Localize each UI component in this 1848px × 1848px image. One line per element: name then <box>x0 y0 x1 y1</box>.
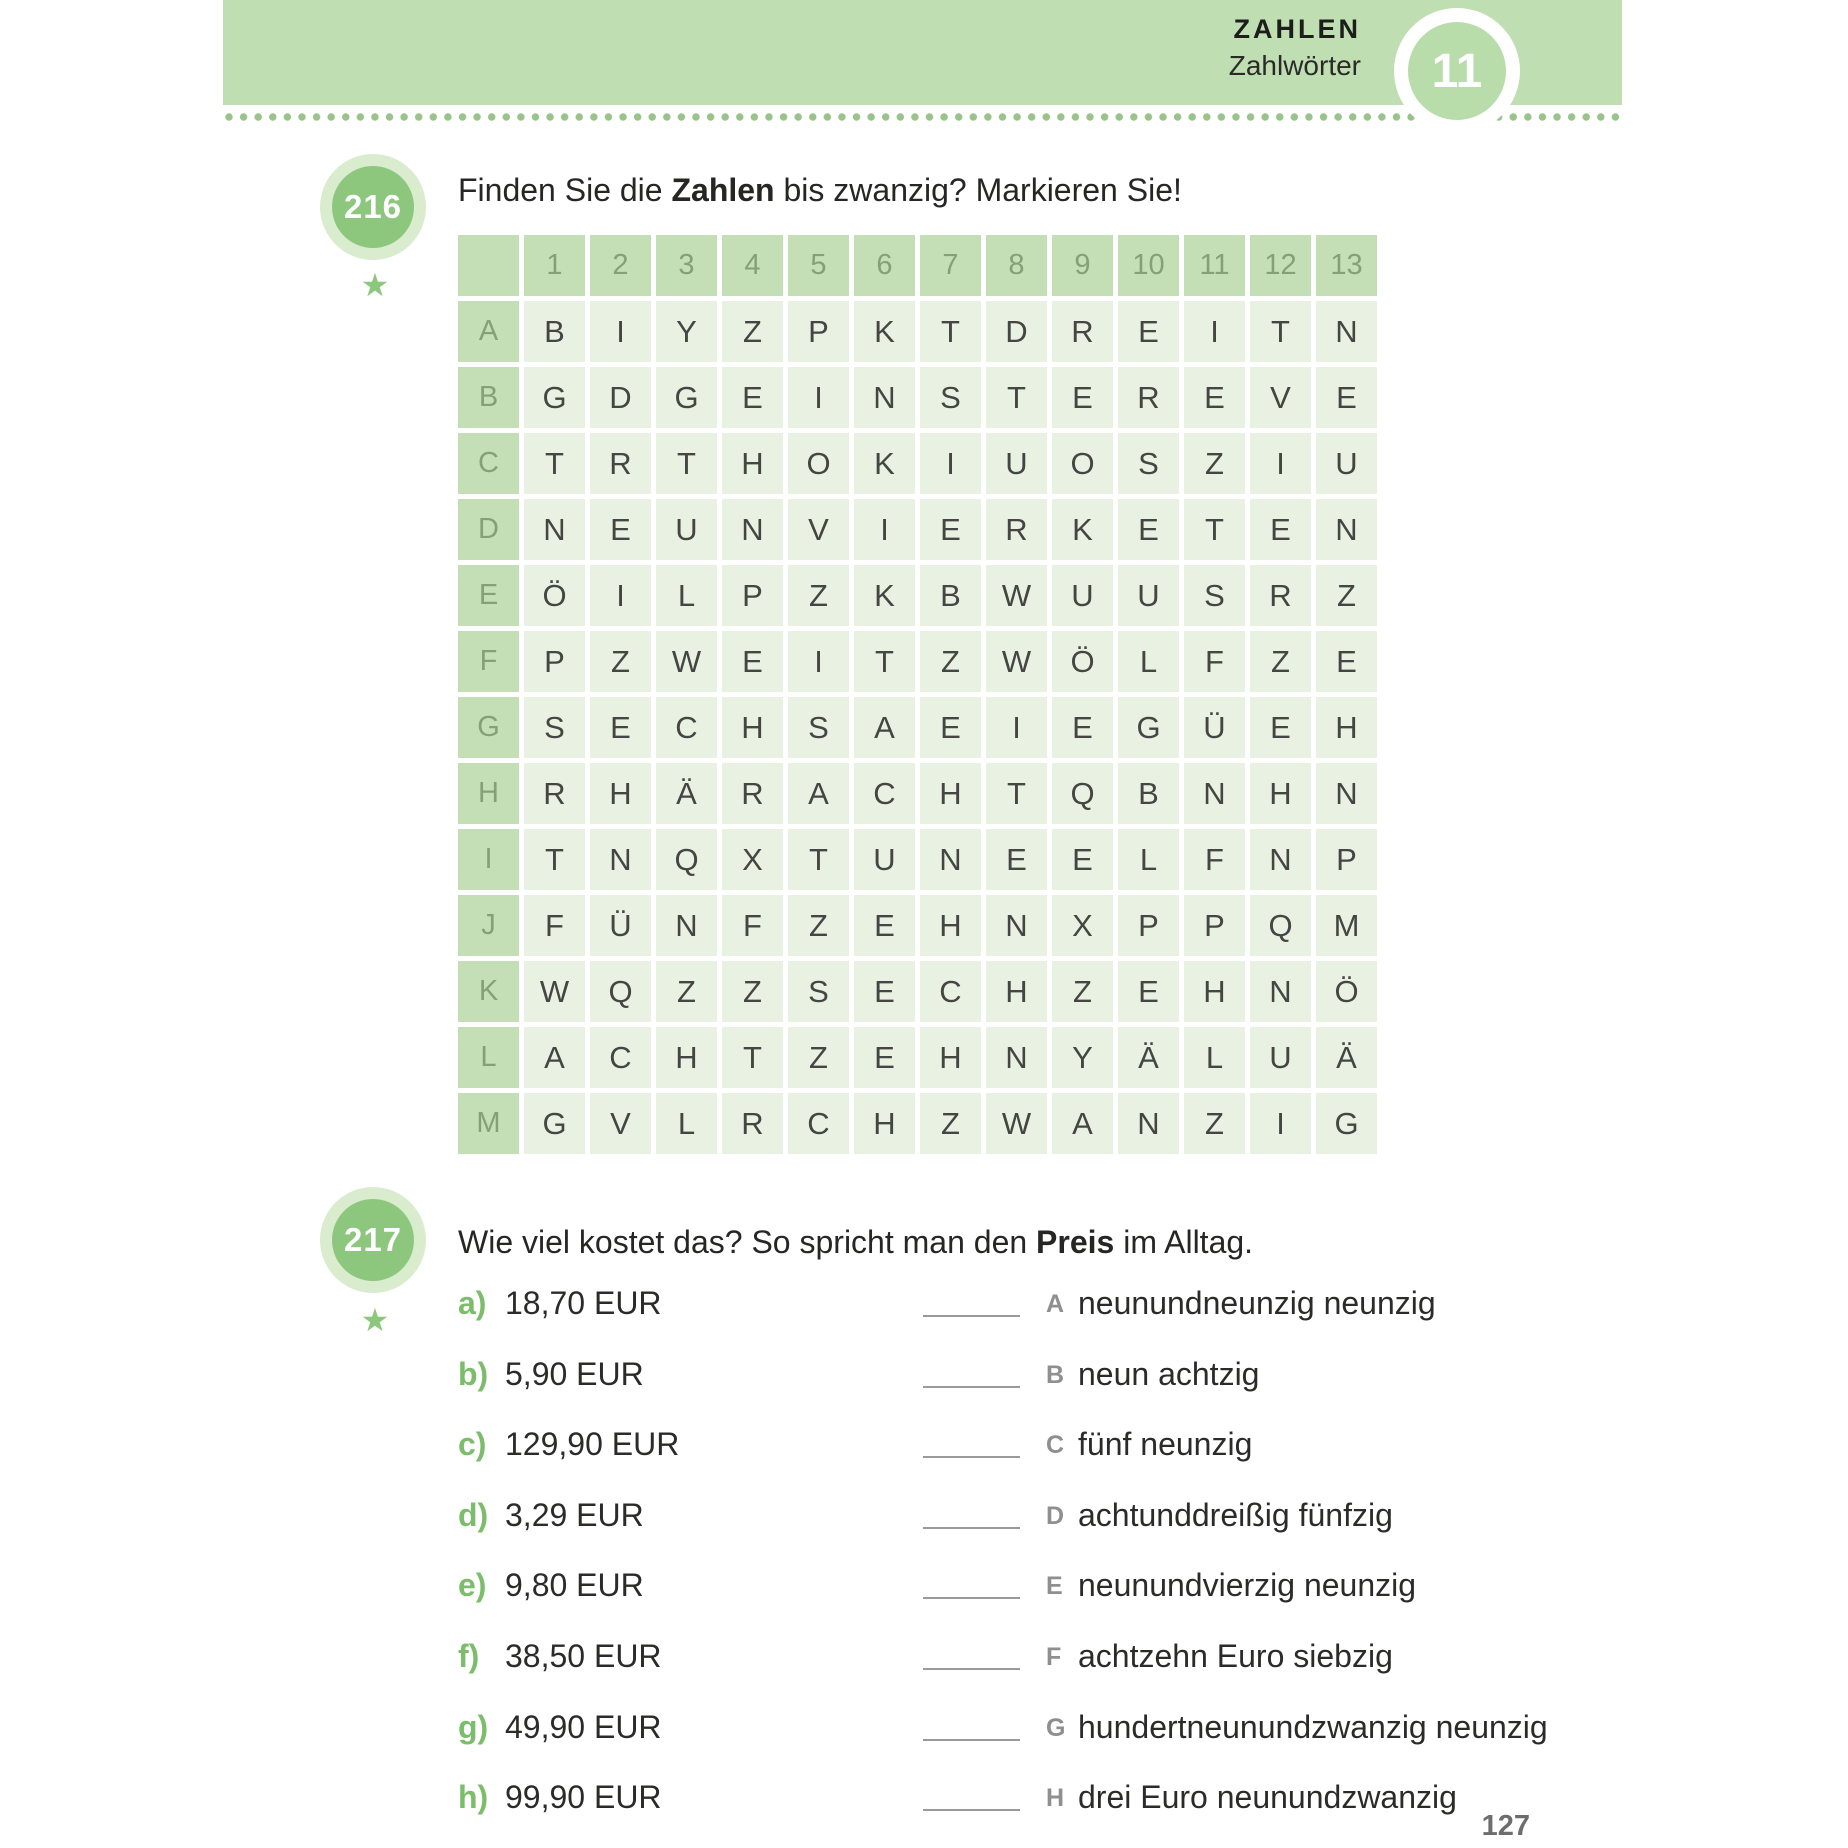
grid-letter-cell[interactable]: E <box>590 499 651 560</box>
grid-letter-cell[interactable]: H <box>590 763 651 824</box>
grid-letter-cell[interactable]: E <box>722 631 783 692</box>
grid-col-header: 1 <box>524 235 585 296</box>
grid-letter-cell[interactable]: S <box>1118 433 1179 494</box>
grid-col-header: 2 <box>590 235 651 296</box>
grid-letter-cell[interactable]: U <box>1250 1027 1311 1088</box>
exercise-217-title <box>458 1224 1253 1261</box>
grid-letter-cell[interactable]: N <box>1118 1093 1179 1154</box>
grid-letter-cell[interactable]: R <box>524 763 585 824</box>
grid-letter-cell[interactable]: L <box>656 565 717 626</box>
item-price: 3,29 EUR <box>505 1497 644 1533</box>
item-label: a) <box>458 1285 487 1321</box>
grid-letter-cell[interactable]: R <box>1250 565 1311 626</box>
grid-letter-cell[interactable]: C <box>854 763 915 824</box>
grid-letter-cell[interactable]: F <box>1184 631 1245 692</box>
grid-letter-cell[interactable]: Z <box>788 565 849 626</box>
grid-letter-cell[interactable]: W <box>986 1093 1047 1154</box>
grid-letter-cell[interactable]: I <box>1250 1093 1311 1154</box>
item-price: 5,90 EUR <box>505 1356 644 1392</box>
grid-letter-cell[interactable]: I <box>590 301 651 362</box>
grid-col-header: 8 <box>986 235 1047 296</box>
grid-letter-cell[interactable]: U <box>986 433 1047 494</box>
grid-letter-cell[interactable]: K <box>854 565 915 626</box>
grid-letter-cell[interactable]: I <box>1250 433 1311 494</box>
grid-letter-cell[interactable]: H <box>1316 697 1377 758</box>
chapter-subtitle: Zahlwörter <box>1228 50 1361 81</box>
grid-letter-cell[interactable]: H <box>920 1027 981 1088</box>
title-216-bold: Zahlen <box>671 172 775 208</box>
grid-letter-cell[interactable]: E <box>854 961 915 1022</box>
grid-letter-cell[interactable]: U <box>1118 565 1179 626</box>
grid-letter-cell[interactable]: Ä <box>1118 1027 1179 1088</box>
grid-letter-cell[interactable]: I <box>854 499 915 560</box>
grid-letter-cell[interactable]: Ä <box>656 763 717 824</box>
grid-letter-cell[interactable]: E <box>1184 367 1245 428</box>
grid-letter-cell[interactable]: X <box>722 829 783 890</box>
grid-letter-cell[interactable]: E <box>1052 697 1113 758</box>
grid-letter-cell[interactable]: S <box>1184 565 1245 626</box>
grid-letter-cell[interactable]: P <box>1184 895 1245 956</box>
grid-letter-cell[interactable]: E <box>854 1027 915 1088</box>
grid-letter-cell[interactable]: N <box>854 367 915 428</box>
page-number: 127 <box>1481 1810 1530 1842</box>
grid-letter-cell[interactable]: B <box>524 301 585 362</box>
grid-letter-cell[interactable]: R <box>722 1093 783 1154</box>
grid-letter-cell[interactable]: E <box>1052 829 1113 890</box>
grid-letter-cell[interactable]: A <box>1052 1093 1113 1154</box>
grid-letter-cell[interactable]: N <box>722 499 783 560</box>
grid-letter-cell[interactable]: B <box>920 565 981 626</box>
option-letter: D <box>1046 1502 1065 1530</box>
grid-letter-cell[interactable]: O <box>788 433 849 494</box>
grid-letter-cell[interactable]: Z <box>920 631 981 692</box>
option-letter: A <box>1046 1290 1065 1318</box>
grid-letter-cell[interactable]: Z <box>788 895 849 956</box>
grid-letter-cell[interactable]: P <box>1118 895 1179 956</box>
grid-letter-cell[interactable]: U <box>656 499 717 560</box>
title-216-post: bis zwanzig? Markieren Sie! <box>774 172 1182 208</box>
grid-letter-cell[interactable]: P <box>524 631 585 692</box>
grid-letter-cell[interactable]: N <box>1250 961 1311 1022</box>
grid-letter-cell[interactable]: A <box>524 1027 585 1088</box>
grid-letter-cell[interactable]: T <box>986 763 1047 824</box>
grid-letter-cell[interactable]: P <box>722 565 783 626</box>
option-letter: E <box>1046 1572 1063 1600</box>
grid-letter-cell[interactable]: Z <box>656 961 717 1022</box>
grid-letter-cell[interactable]: Q <box>656 829 717 890</box>
grid-letter-cell[interactable]: H <box>986 961 1047 1022</box>
grid-letter-cell[interactable]: N <box>1184 763 1245 824</box>
grid-letter-cell[interactable]: A <box>854 697 915 758</box>
option-phrase: neun achtzig <box>1078 1356 1260 1392</box>
grid-letter-cell[interactable]: H <box>854 1093 915 1154</box>
grid-letter-cell[interactable]: R <box>590 433 651 494</box>
grid-row-label: K <box>458 961 519 1022</box>
grid-letter-cell[interactable]: R <box>1052 301 1113 362</box>
exercise-216-number: 216 <box>332 166 414 248</box>
grid-letter-cell[interactable]: X <box>1052 895 1113 956</box>
grid-letter-cell[interactable]: Z <box>1052 961 1113 1022</box>
grid-letter-cell[interactable]: N <box>986 1027 1047 1088</box>
grid-letter-cell[interactable]: E <box>1250 697 1311 758</box>
grid-letter-cell[interactable]: R <box>986 499 1047 560</box>
option-letter: B <box>1046 1361 1065 1389</box>
answer-blank[interactable] <box>923 1456 1020 1458</box>
exercise-217-number: 217 <box>332 1199 414 1281</box>
grid-letter-cell[interactable]: Q <box>1052 763 1113 824</box>
grid-letter-cell[interactable]: E <box>1118 961 1179 1022</box>
option-phrase: neunundneunzig neunzig <box>1078 1285 1436 1321</box>
grid-letter-cell[interactable]: K <box>1052 499 1113 560</box>
grid-letter-cell[interactable]: I <box>788 631 849 692</box>
item-label: g) <box>458 1709 489 1745</box>
option-letter: C <box>1046 1431 1065 1459</box>
grid-letter-cell[interactable]: Z <box>722 961 783 1022</box>
grid-letter-cell[interactable]: K <box>854 433 915 494</box>
grid-col-header: 5 <box>788 235 849 296</box>
item-price: 18,70 EUR <box>505 1285 662 1321</box>
grid-letter-cell[interactable]: W <box>986 631 1047 692</box>
matching-row <box>458 1426 1618 1470</box>
item-label: e) <box>458 1567 487 1603</box>
grid-letter-cell[interactable]: V <box>788 499 849 560</box>
grid-letter-cell[interactable]: H <box>722 433 783 494</box>
grid-letter-cell[interactable]: Z <box>1184 1093 1245 1154</box>
grid-letter-cell[interactable]: N <box>524 499 585 560</box>
grid-row-label: J <box>458 895 519 956</box>
grid-letter-cell[interactable]: W <box>524 961 585 1022</box>
grid-letter-cell[interactable]: N <box>1316 301 1377 362</box>
option-phrase: achtzehn Euro siebzig <box>1078 1638 1393 1674</box>
grid-letter-cell[interactable]: P <box>788 301 849 362</box>
grid-letter-cell[interactable]: S <box>788 697 849 758</box>
grid-letter-cell[interactable]: I <box>920 433 981 494</box>
grid-letter-cell[interactable]: E <box>920 697 981 758</box>
grid-letter-cell[interactable]: H <box>656 1027 717 1088</box>
grid-letter-cell[interactable]: H <box>1184 961 1245 1022</box>
grid-letter-cell[interactable]: T <box>524 829 585 890</box>
difficulty-star-216: ★ <box>360 267 390 303</box>
grid-letter-cell[interactable]: Z <box>1184 433 1245 494</box>
grid-letter-cell[interactable]: E <box>1118 301 1179 362</box>
option-phrase: drei Euro neunundzwanzig <box>1078 1779 1457 1815</box>
grid-letter-cell[interactable]: Z <box>788 1027 849 1088</box>
grid-col-header: 6 <box>854 235 915 296</box>
grid-letter-cell[interactable]: L <box>1118 631 1179 692</box>
grid-letter-cell[interactable]: E <box>1250 499 1311 560</box>
answer-blank[interactable] <box>923 1668 1020 1670</box>
grid-letter-cell[interactable]: U <box>1316 433 1377 494</box>
grid-letter-cell[interactable]: C <box>590 1027 651 1088</box>
grid-letter-cell[interactable]: T <box>524 433 585 494</box>
title-217-post: im Alltag. <box>1114 1224 1254 1260</box>
grid-letter-cell[interactable]: N <box>1316 763 1377 824</box>
grid-letter-cell[interactable]: N <box>656 895 717 956</box>
grid-letter-cell[interactable]: T <box>722 1027 783 1088</box>
option-phrase: neunundvierzig neunzig <box>1078 1567 1417 1603</box>
title-217-bold: Preis <box>1036 1224 1115 1260</box>
grid-letter-cell[interactable]: S <box>788 961 849 1022</box>
grid-letter-cell[interactable]: O <box>1052 433 1113 494</box>
matching-row <box>458 1285 1618 1329</box>
grid-letter-cell[interactable]: H <box>920 763 981 824</box>
grid-letter-cell[interactable]: D <box>590 367 651 428</box>
grid-letter-cell[interactable]: H <box>1250 763 1311 824</box>
grid-letter-cell[interactable]: C <box>656 697 717 758</box>
grid-letter-cell[interactable]: T <box>854 631 915 692</box>
grid-letter-cell[interactable]: P <box>1316 829 1377 890</box>
grid-letter-cell[interactable]: E <box>722 367 783 428</box>
exercise-216-badge <box>320 154 426 260</box>
grid-letter-cell[interactable]: E <box>854 895 915 956</box>
grid-letter-cell[interactable]: G <box>1316 1093 1377 1154</box>
grid-col-header: 13 <box>1316 235 1377 296</box>
difficulty-star-217: ★ <box>360 1302 390 1338</box>
item-price: 9,80 EUR <box>505 1567 644 1603</box>
grid-row-label: C <box>458 433 519 494</box>
grid-row-label: A <box>458 301 519 362</box>
grid-letter-cell[interactable]: Q <box>590 961 651 1022</box>
grid-letter-cell[interactable]: Z <box>1250 631 1311 692</box>
grid-row-label: H <box>458 763 519 824</box>
item-label: f) <box>458 1638 480 1674</box>
grid-letter-cell[interactable]: E <box>1316 631 1377 692</box>
grid-letter-cell[interactable]: S <box>920 367 981 428</box>
grid-letter-cell[interactable]: S <box>524 697 585 758</box>
item-price: 49,90 EUR <box>505 1709 662 1745</box>
grid-row-label: I <box>458 829 519 890</box>
grid-corner-cell <box>458 235 519 296</box>
grid-letter-cell[interactable]: R <box>1118 367 1179 428</box>
grid-letter-cell[interactable]: F <box>1184 829 1245 890</box>
grid-col-header: 10 <box>1118 235 1179 296</box>
matching-row <box>458 1567 1618 1611</box>
grid-row-label: B <box>458 367 519 428</box>
wordsearch-grid <box>458 235 1377 1154</box>
item-label: c) <box>458 1426 487 1462</box>
answer-blank[interactable] <box>923 1315 1020 1317</box>
grid-letter-cell[interactable]: T <box>1250 301 1311 362</box>
grid-col-header: 9 <box>1052 235 1113 296</box>
grid-letter-cell[interactable]: R <box>722 763 783 824</box>
grid-letter-cell[interactable]: I <box>986 697 1047 758</box>
grid-letter-cell[interactable]: V <box>1250 367 1311 428</box>
grid-letter-cell[interactable]: N <box>920 829 981 890</box>
grid-letter-cell[interactable]: Ö <box>1052 631 1113 692</box>
grid-letter-cell[interactable]: A <box>788 763 849 824</box>
item-price: 38,50 EUR <box>505 1638 662 1674</box>
grid-letter-cell[interactable]: N <box>1250 829 1311 890</box>
answer-blank[interactable] <box>923 1527 1020 1529</box>
grid-letter-cell[interactable]: E <box>986 829 1047 890</box>
grid-letter-cell[interactable]: U <box>1052 565 1113 626</box>
item-label: h) <box>458 1779 489 1815</box>
grid-letter-cell[interactable]: T <box>986 367 1047 428</box>
grid-letter-cell[interactable]: N <box>1316 499 1377 560</box>
item-label: d) <box>458 1497 489 1533</box>
option-letter: F <box>1046 1643 1062 1671</box>
chapter-number: 11 <box>1408 22 1506 120</box>
grid-letter-cell[interactable]: U <box>854 829 915 890</box>
exercise-216-title <box>458 172 1182 209</box>
grid-col-header: 7 <box>920 235 981 296</box>
grid-letter-cell[interactable]: Y <box>1052 1027 1113 1088</box>
matching-row <box>458 1638 1618 1682</box>
grid-row-label: E <box>458 565 519 626</box>
grid-letter-cell[interactable]: T <box>1184 499 1245 560</box>
grid-letter-cell[interactable]: Z <box>722 301 783 362</box>
chapter-kicker: ZAHLEN <box>1233 14 1361 44</box>
grid-letter-cell[interactable]: F <box>722 895 783 956</box>
grid-col-header: 11 <box>1184 235 1245 296</box>
grid-letter-cell[interactable]: L <box>1184 1027 1245 1088</box>
grid-letter-cell[interactable]: Ö <box>1316 961 1377 1022</box>
grid-letter-cell[interactable]: C <box>788 1093 849 1154</box>
grid-letter-cell[interactable]: I <box>590 565 651 626</box>
grid-letter-cell[interactable]: E <box>1052 367 1113 428</box>
grid-letter-cell[interactable]: G <box>1118 697 1179 758</box>
grid-letter-cell[interactable]: V <box>590 1093 651 1154</box>
grid-letter-cell[interactable]: M <box>1316 895 1377 956</box>
grid-letter-cell[interactable]: Ä <box>1316 1027 1377 1088</box>
answer-blank[interactable] <box>923 1386 1020 1388</box>
grid-letter-cell[interactable]: T <box>920 301 981 362</box>
grid-letter-cell[interactable]: Ö <box>524 565 585 626</box>
grid-letter-cell[interactable]: N <box>590 829 651 890</box>
grid-letter-cell[interactable]: Z <box>590 631 651 692</box>
title-217-pre: Wie viel kostet das? So spricht man den <box>458 1224 1037 1260</box>
item-price: 99,90 EUR <box>505 1779 662 1815</box>
grid-letter-cell[interactable]: G <box>524 367 585 428</box>
grid-letter-cell[interactable]: Ü <box>1184 697 1245 758</box>
option-phrase: hundertneunundzwanzig neunzig <box>1078 1709 1548 1745</box>
option-phrase: achtunddreißig fünfzig <box>1078 1497 1393 1533</box>
grid-letter-cell[interactable]: G <box>656 367 717 428</box>
grid-letter-cell[interactable]: Q <box>1250 895 1311 956</box>
grid-letter-cell[interactable]: N <box>986 895 1047 956</box>
grid-col-header: 3 <box>656 235 717 296</box>
grid-row-label: L <box>458 1027 519 1088</box>
grid-letter-cell[interactable]: E <box>920 499 981 560</box>
grid-letter-cell[interactable]: T <box>656 433 717 494</box>
grid-letter-cell[interactable]: F <box>524 895 585 956</box>
grid-row-label: D <box>458 499 519 560</box>
grid-letter-cell[interactable]: B <box>1118 763 1179 824</box>
grid-letter-cell[interactable]: I <box>788 367 849 428</box>
grid-row-label: M <box>458 1093 519 1154</box>
grid-letter-cell[interactable]: L <box>1118 829 1179 890</box>
grid-letter-cell[interactable]: Y <box>656 301 717 362</box>
title-216-pre: Finden Sie die <box>458 172 672 208</box>
grid-col-header: 4 <box>722 235 783 296</box>
answer-blank[interactable] <box>923 1739 1020 1741</box>
grid-letter-cell[interactable]: Ü <box>590 895 651 956</box>
grid-letter-cell[interactable]: E <box>1316 367 1377 428</box>
grid-letter-cell[interactable]: Z <box>1316 565 1377 626</box>
grid-letter-cell[interactable]: C <box>920 961 981 1022</box>
grid-letter-cell[interactable]: T <box>788 829 849 890</box>
grid-letter-cell[interactable]: I <box>1184 301 1245 362</box>
grid-letter-cell[interactable]: H <box>722 697 783 758</box>
matching-row <box>458 1709 1618 1753</box>
answer-blank[interactable] <box>923 1597 1020 1599</box>
grid-row-label: F <box>458 631 519 692</box>
option-letter: G <box>1046 1714 1066 1742</box>
grid-letter-cell[interactable]: E <box>590 697 651 758</box>
grid-letter-cell[interactable]: W <box>656 631 717 692</box>
chapter-number-circle <box>1394 8 1520 134</box>
matching-row <box>458 1356 1618 1400</box>
answer-blank[interactable] <box>923 1809 1020 1811</box>
option-phrase: fünf neunzig <box>1078 1426 1253 1462</box>
item-price: 129,90 EUR <box>505 1426 680 1462</box>
grid-col-header: 12 <box>1250 235 1311 296</box>
grid-letter-cell[interactable]: L <box>656 1093 717 1154</box>
option-letter: H <box>1046 1784 1065 1812</box>
grid-row-label: G <box>458 697 519 758</box>
grid-letter-cell[interactable]: D <box>986 301 1047 362</box>
item-label: b) <box>458 1356 489 1392</box>
grid-letter-cell[interactable]: E <box>1118 499 1179 560</box>
grid-letter-cell[interactable]: Z <box>920 1093 981 1154</box>
grid-letter-cell[interactable]: W <box>986 565 1047 626</box>
grid-letter-cell[interactable]: K <box>854 301 915 362</box>
exercise-217-badge <box>320 1187 426 1293</box>
grid-letter-cell[interactable]: G <box>524 1093 585 1154</box>
matching-row <box>458 1497 1618 1541</box>
grid-letter-cell[interactable]: H <box>920 895 981 956</box>
